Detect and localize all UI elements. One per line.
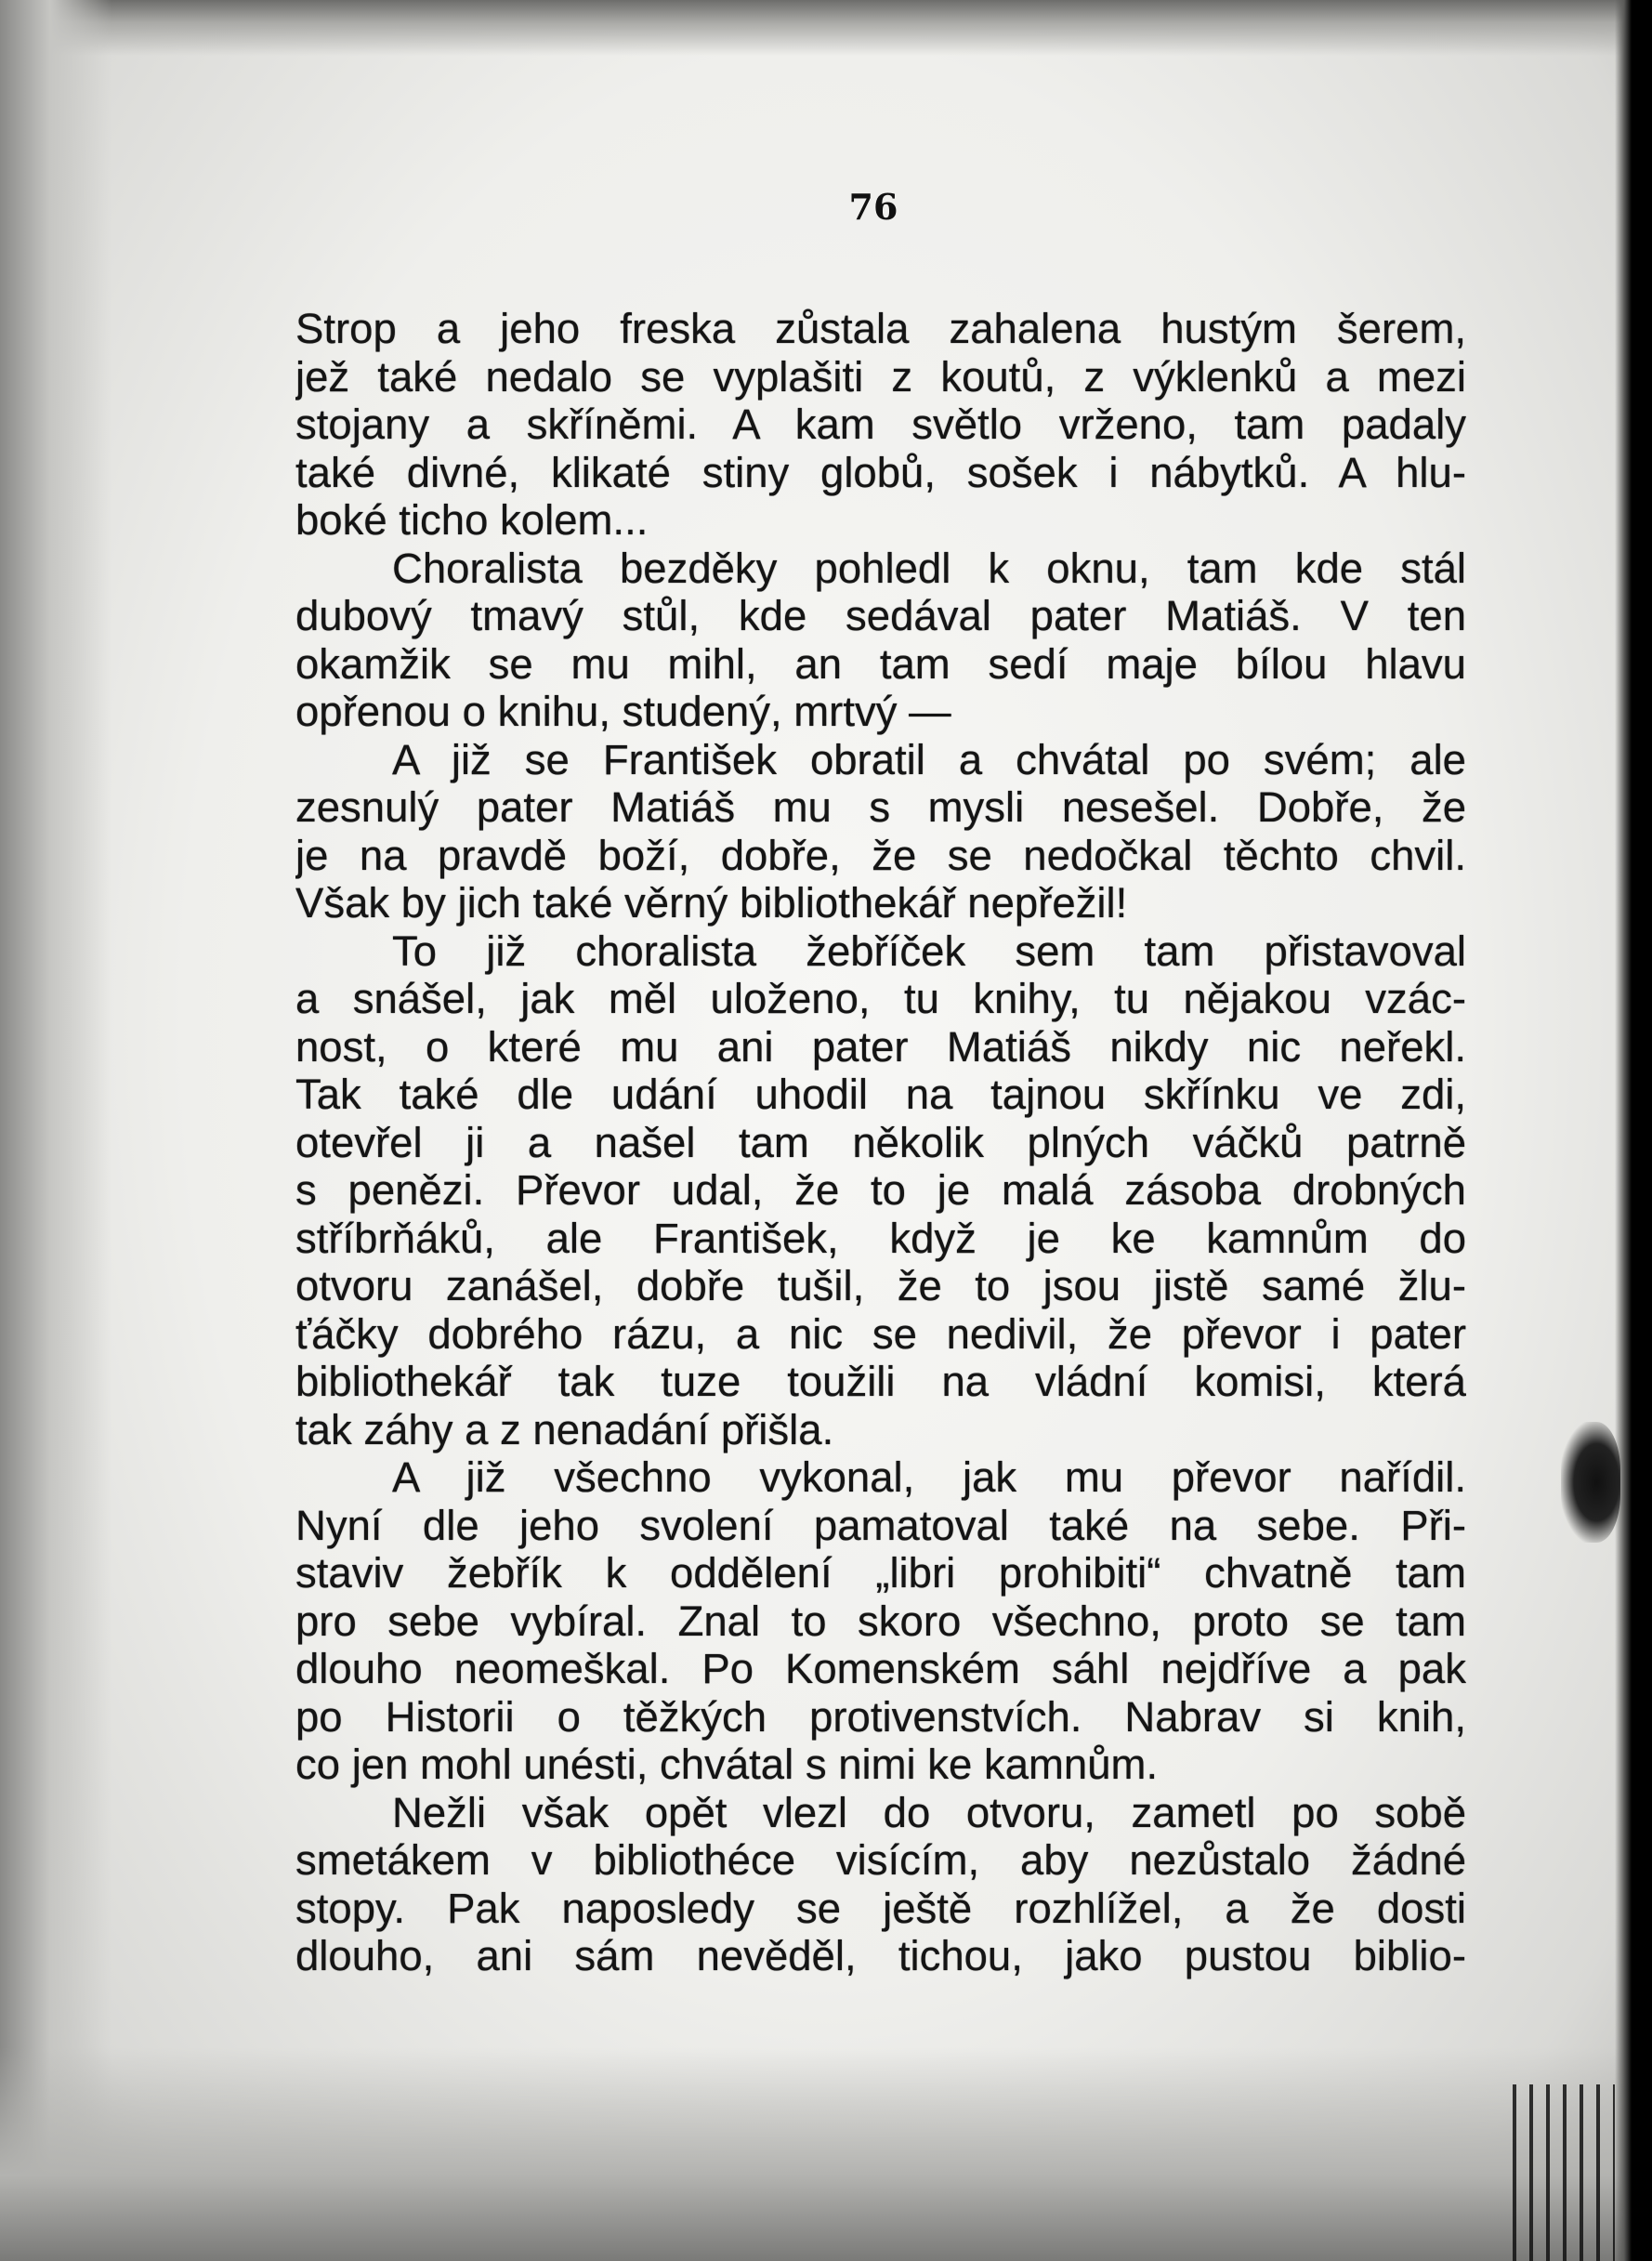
text-line: A již všechno vykonal, jak mu převor nařídil. <box>392 1453 1466 1501</box>
text-line: opřenou o knihu, studený, mrtvý — <box>295 688 951 735</box>
text-line: a snášel, jak měl uloženo, tu knihy, tu nějakou vzác- <box>295 975 1466 1022</box>
text-line: pro sebe vybíral. Znal to skoro všechno, proto se tam <box>295 1597 1466 1645</box>
text-line: také divné, klikaté stiny globů, sošek i nábytků. A hlu- <box>295 448 1466 496</box>
scan-dark-edge-right <box>1615 0 1652 2261</box>
text-line: Tak také dle udání uhodil na tajnou skřínku ve zdi, <box>295 1071 1466 1118</box>
text-line: zesnulý pater Matiáš mu s mysli nesešel. Dobře, že <box>295 783 1466 831</box>
text-line: Však by jich také věrný bibliothekář nepřežil! <box>295 879 1128 927</box>
text-line: Nežli však opět vlezl do otvoru, zametl po sobě <box>392 1788 1466 1836</box>
text-line: s penězi. Převor udal, že to je malá zásoba drobných <box>295 1166 1466 1214</box>
text-line: dlouho neomeškal. Po Komenském sáhl nejdříve a pak <box>295 1645 1466 1692</box>
scan-shadow-bottom <box>0 2047 1652 2261</box>
text-line: stopy. Pak naposledy se ještě rozhlížel, a že dosti <box>295 1884 1466 1932</box>
scan-shadow-left <box>0 0 111 2261</box>
text-line: co jen mohl unésti, chvátal s nimi ke kamnům. <box>295 1741 1159 1788</box>
text-line: stojany a skříněmi. A kam světlo vrženo, tam padaly <box>295 401 1466 448</box>
text-line: okamžik se mu mihl, an tam sedí maje bílou hlavu <box>295 639 1466 688</box>
text-line: boké ticho kolem... <box>295 496 649 544</box>
text-line: dlouho, ani sám nevěděl, tichou, jako pustou biblio- <box>295 1932 1466 1979</box>
text-line: nost, o které mu ani pater Matiáš nikdy nic neřekl. <box>295 1022 1466 1071</box>
text-line: Choralista bezděky pohledl k oknu, tam kde stál <box>392 544 1466 592</box>
ink-blot <box>1561 1422 1620 1543</box>
body-text <box>295 305 1466 1980</box>
text-line: Nyní dle jeho svolení pamatoval také na sebe. Při- <box>295 1501 1466 1549</box>
page-number: 76 <box>848 186 898 228</box>
text-line: Strop a jeho freska zůstala zahalena hustým šerem, <box>295 305 1466 352</box>
text-line: stříbrňáků, ale František, když je ke kamnům do <box>295 1214 1466 1262</box>
text-line: jež také nedalo se vyplašiti z koutů, z výklenků a mezi <box>295 352 1466 401</box>
scan-shadow-top <box>0 0 1652 56</box>
text-line: otvoru zanášel, dobře tušil, že to jsou jistě samé žlu- <box>295 1262 1466 1309</box>
text-line: ťáčky dobrého rázu, a nic se nedivil, že převor i pater <box>295 1309 1466 1358</box>
text-line: bibliothekář tak tuze toužili na vládní komisi, která <box>295 1358 1466 1405</box>
text-line: smetákem v bibliothéce visícím, aby nezůstalo žádné <box>295 1836 1466 1884</box>
corner-scan-marks <box>1513 2084 1615 2261</box>
text-line: po Historii o těžkých protivenstvích. Nabrav si knih, <box>295 1692 1466 1741</box>
text-line: otevřel ji a našel tam několik plných váčků patrně <box>295 1118 1466 1166</box>
text-line: To již choralista žebříček sem tam přistavoval <box>392 927 1466 975</box>
text-line: staviv žebřík k oddělení „libri prohibiti“ chvatně tam <box>295 1549 1466 1597</box>
text-line: tak záhy a z nenadání přišla. <box>295 1405 834 1453</box>
text-line: A již se František obratil a chvátal po svém; ale <box>392 735 1466 783</box>
text-line: dubový tmavý stůl, kde sedával pater Matiáš. V ten <box>295 592 1466 639</box>
text-line: je na pravdě boží, dobře, že se nedočkal těchto chvil. <box>295 831 1466 879</box>
